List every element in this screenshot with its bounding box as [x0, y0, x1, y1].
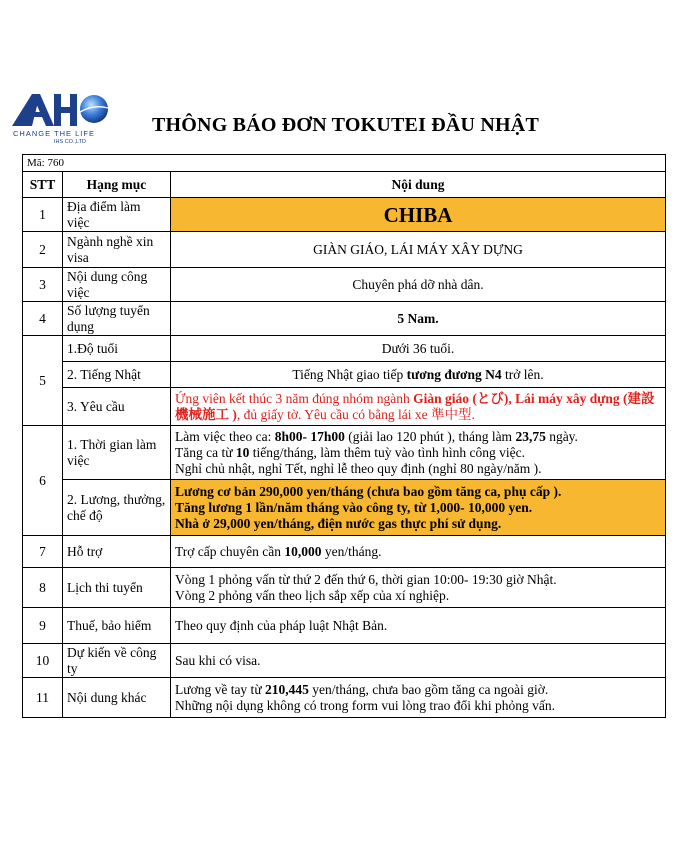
table-header — [23, 172, 666, 198]
table-row — [23, 608, 666, 644]
text: Làm việc theo ca: — [175, 428, 275, 444]
code-row — [23, 155, 666, 172]
candidate-requirement — [171, 388, 666, 426]
text: Ứng viên kết thúc 3 năm đúng nhóm ngành — [175, 390, 414, 406]
row-category: 2. Lương, thưởng, chế độ — [63, 480, 171, 536]
table-row — [23, 568, 666, 608]
table-row — [23, 388, 666, 426]
text-bold: 210,445 — [265, 681, 309, 697]
working-time-line: Nghỉ chủ nhật, nghỉ Tết, nghỉ lễ theo quy định (nghỉ 80 ngày/năm ). — [175, 460, 542, 476]
text: yen/tháng. — [321, 543, 382, 559]
working-time — [171, 426, 666, 480]
table-row — [23, 426, 666, 480]
salary-line: Lương cơ bản 290,000 yen/tháng (chưa bao gồm tăng ca, phụ cấp ). — [175, 483, 562, 499]
row-category: Địa điểm làm việc — [63, 198, 171, 232]
logo-tagline: CHANGE THE LIFE — [13, 129, 95, 138]
table-row — [23, 480, 666, 536]
text: trở lên. — [501, 366, 544, 382]
row-stt: 4 — [23, 302, 63, 336]
text: Trợ cấp chuyên cần — [175, 543, 285, 559]
interview-schedule — [171, 568, 666, 608]
header-content: Nội dung — [171, 172, 666, 198]
table-row — [23, 336, 666, 362]
job-info-table — [22, 154, 666, 718]
other-line: Những nội dụng không có trong form vui lòng trao đổi khi phỏng vấn. — [175, 697, 556, 713]
text-bold: 23,75 — [515, 428, 546, 444]
row-stt: 9 — [23, 608, 63, 644]
salary-benefits — [171, 480, 666, 536]
table-row — [23, 536, 666, 568]
company-logo — [10, 92, 110, 152]
table-row — [23, 302, 666, 336]
allowance — [171, 536, 666, 568]
row-category: Hỗ trợ — [63, 536, 171, 568]
row-category: Dự kiến về công ty — [63, 644, 171, 678]
row-category: Nội dung khác — [63, 678, 171, 718]
other-content — [171, 678, 666, 718]
text: Tiếng Nhật giao tiếp — [292, 366, 407, 382]
text-bold: 10 — [235, 444, 250, 460]
working-time-line — [175, 445, 661, 461]
table-row — [23, 198, 666, 232]
table-row — [23, 644, 666, 678]
text-bold: tương đương N4 — [406, 366, 502, 382]
row-stt: 2 — [23, 232, 63, 268]
age-requirement: Dưới 36 tuổi. — [171, 336, 666, 362]
row-stt: 5 — [23, 336, 63, 426]
row-category: 3. Yêu cầu — [63, 388, 171, 426]
table-row — [23, 232, 666, 268]
logo-company: IHS CO.,LTD — [54, 139, 86, 145]
salary-line: Nhà ở 29,000 yen/tháng, điện nước gas thực phí sử dụng. — [175, 515, 502, 531]
text: yen/tháng, chưa bao gồm tăng ca ngoài giờ. — [308, 681, 549, 697]
text-bold: 8h00- 17h00 — [274, 428, 345, 444]
visa-field: GIÀN GIÁO, LÁI MÁY XÂY DỰNG — [171, 232, 666, 268]
row-stt: 6 — [23, 426, 63, 536]
text: Tăng ca từ — [175, 444, 236, 460]
row-category: Ngành nghề xin visa — [63, 232, 171, 268]
row-stt: 1 — [23, 198, 63, 232]
row-category: Nội dung công việc — [63, 268, 171, 302]
table-row — [23, 268, 666, 302]
row-stt: 3 — [23, 268, 63, 302]
row-stt: 10 — [23, 644, 63, 678]
other-line — [175, 682, 661, 698]
order-code: Mã: 760 — [23, 155, 666, 172]
row-category: Số lượng tuyển dụng — [63, 302, 171, 336]
header-category: Hạng mục — [63, 172, 171, 198]
recruit-count: 5 Nam. — [171, 302, 666, 336]
schedule-line: Vòng 2 phỏng vấn theo lịch sắp xếp của xí nghiệp. — [175, 587, 450, 603]
header-stt: STT — [23, 172, 63, 198]
salary-line: Tăng lương 1 lần/năm tháng vào công ty, từ 1,000- 10,000 yen. — [175, 499, 533, 515]
table-row — [23, 362, 666, 388]
work-location: CHIBA — [171, 198, 666, 232]
job-description: Chuyên phá dỡ nhà dân. — [171, 268, 666, 302]
schedule-line: Vòng 1 phỏng vấn từ thứ 2 đến thứ 6, thời gian 10:00- 19:30 giờ Nhật. — [175, 571, 557, 587]
working-time-line — [175, 429, 661, 445]
row-category: 1.Độ tuổi — [63, 336, 171, 362]
tax-insurance: Theo quy định của pháp luật Nhật Bản. — [171, 608, 666, 644]
text: ngày. — [545, 428, 578, 444]
text: , đủ giấy tờ. Yêu cầu có bằng lái xe 準中型. — [236, 406, 475, 422]
japanese-requirement — [171, 362, 666, 388]
row-stt: 8 — [23, 568, 63, 608]
row-category: 1. Thời gian làm việc — [63, 426, 171, 480]
text: tiếng/tháng, làm thêm tuỳ vào tình hình công việc. — [249, 444, 525, 460]
row-category: Lịch thi tuyển — [63, 568, 171, 608]
row-category: 2. Tiếng Nhật — [63, 362, 171, 388]
text: (giải lao 120 phút ), tháng làm — [344, 428, 516, 444]
table-row — [23, 678, 666, 718]
text: Lương về tay từ — [175, 681, 266, 697]
page-title: THÔNG BÁO ĐƠN TOKUTEI ĐẦU NHẬT — [152, 114, 539, 136]
company-expected: Sau khi có visa. — [171, 644, 666, 678]
row-stt: 11 — [23, 678, 63, 718]
text-bold: Giàn giáo (とび), Lái máy xây dựng (建設機械施工 ) — [175, 390, 655, 422]
text-bold: 10,000 — [284, 543, 322, 559]
row-stt: 7 — [23, 536, 63, 568]
ahs-logo-icon — [10, 92, 110, 128]
row-category: Thuế, bảo hiểm — [63, 608, 171, 644]
